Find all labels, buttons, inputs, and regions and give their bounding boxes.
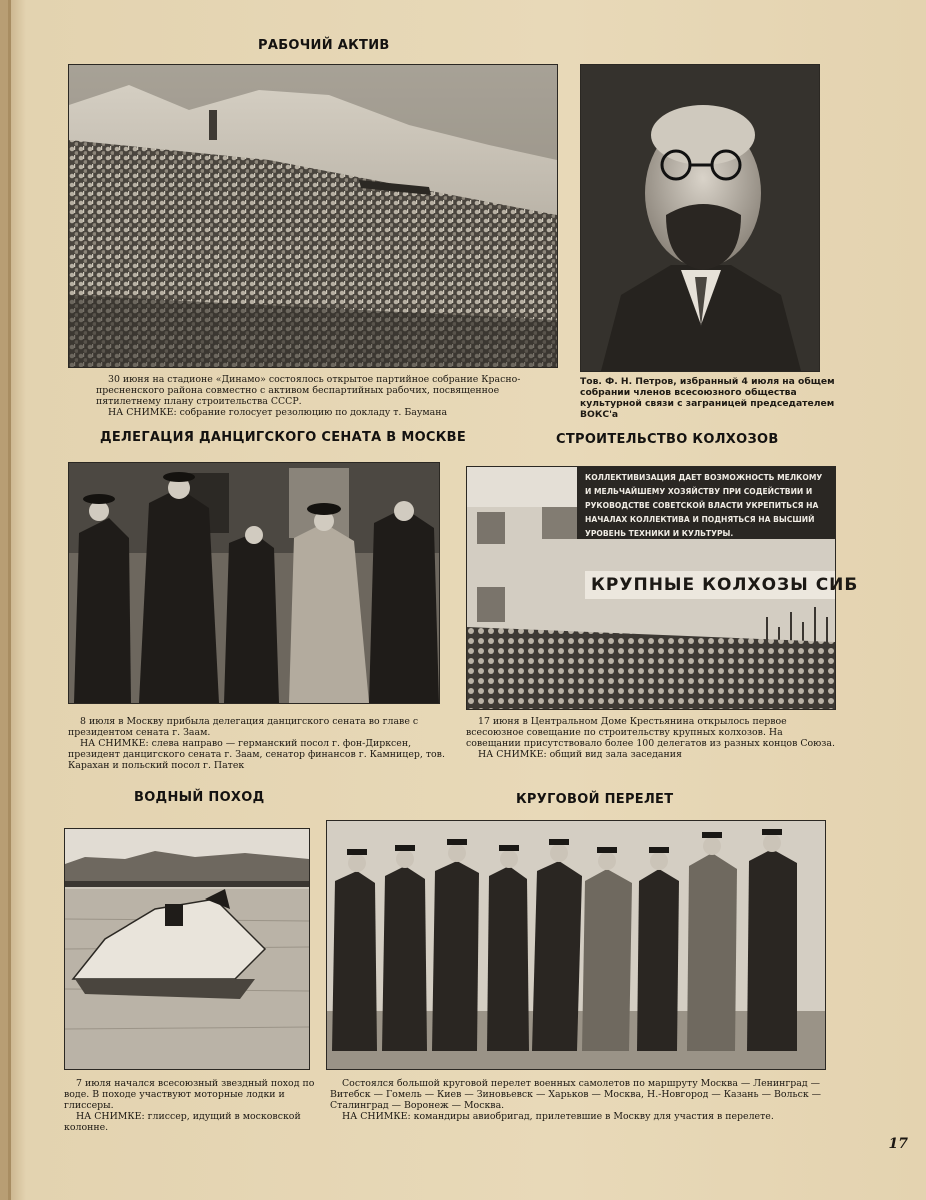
photo-glider-boat (64, 828, 310, 1070)
caption-water-trip-text: 7 июля начался всесоюзный звездный поход по воде. В походе участвуют моторные лодки и глиссеры. (64, 1078, 315, 1111)
caption-water-trip (64, 1078, 316, 1133)
heading-circular-flight: КРУГОВОЙ ПЕРЕЛЕТ (516, 792, 674, 807)
caption-circular-flight-photo: НА СНИМКЕ: командиры авиобригад, прилетевшие в Москву для участия в перелете. (342, 1111, 774, 1122)
caption-kolkhoz (466, 716, 838, 760)
caption-danzig-text: 8 июля в Москву прибыла делегация данцигского сената во главе с президентом сената г. Заам. (68, 716, 419, 738)
kolkhoz-banner-wall: КРУПНЫЕ КОЛХОЗЫ СИБ (591, 575, 859, 595)
photo-aviation-commanders (326, 820, 826, 1070)
page-edge (0, 0, 8, 1200)
caption-water-trip-photo: НА СНИМКЕ: глиссер, идущий в московской колонне. (64, 1111, 301, 1133)
caption-workers-activ (96, 374, 566, 418)
heading-kolkhoz-building: СТРОИТЕЛЬСТВО КОЛХОЗОВ (556, 432, 779, 447)
caption-circular-flight-text: Состоялся большой круговой перелет военных самолетов по маршруту Москва — Ленинград — Витебск — Гомель — Киев — Зиновьевск — Харьков — Москва, Н.-Новгород — Казань — Вольск — Сталинград — Воронеж — Москва. (330, 1078, 822, 1111)
heading-workers-activ: РАБОЧИЙ АКТИВ (258, 38, 390, 53)
caption-petrov (580, 376, 842, 420)
caption-workers-activ-photo: НА СНИМКЕ: собрание голосует резолюцию по докладу т. Баумана (108, 407, 448, 418)
photo-stadium-meeting (68, 64, 558, 368)
heading-water-trip: ВОДНЫЙ ПОХОД (134, 790, 265, 805)
caption-kolkhoz-photo: НА СНИМКЕ: общий вид зала заседания (478, 749, 682, 760)
caption-petrov-text: Тов. Ф. Н. Петров, избранный 4 июля на общем собрании членов всесоюзного общества культурной связи с заграницей председателем ВОКС'а (580, 376, 835, 420)
heading-danzig-delegation: ДЕЛЕГАЦИЯ ДАНЦИГСКОГО СЕНАТА В МОСКВЕ (100, 430, 467, 445)
binding-spine (8, 0, 11, 1200)
photo-kolkhoz-hall (466, 466, 859, 710)
caption-danzig-photo: НА СНИМКЕ: слева направо — германский посол г. фон-Дирксен, президент данцигского сената г. Заам, сенатор финансов г. Камницер, тов. Карахан и польский посол г. Патек (68, 738, 445, 771)
page-number: 17 (888, 1136, 908, 1152)
photo-danzig-delegation (68, 462, 440, 704)
caption-kolkhoz-text: 17 июня в Центральном Доме Крестьянина открылось первое всесоюзное совещание по строительству крупных колхозов. На совещании присутствовало более 100 делегатов из разных концов Союза. (466, 716, 835, 749)
kolkhoz-banner-slogan: КОЛЛЕКТИВИЗАЦИЯ ДАЕТ ВОЗМОЖНОСТЬ МЕЛКОМУ И МЕЛЬЧАЙШЕМУ ХОЗЯЙСТВУ ПРИ СОДЕЙСТВИИ И РУКОВОДСТВЕ СОВЕТСКОЙ ВЛАСТИ УКРЕПИТЬСЯ НА НАЧАЛАХ КОЛЛЕКТИВА И ПОДНЯТЬСЯ НА ВЫСШИЙ УРОВЕНЬ ТЕХНИКИ И КУЛЬТУРЫ. (585, 473, 823, 538)
caption-workers-activ-text: 30 июня на стадионе «Динамо» состоялось открытое партийное собрание Красно-пресненского района совместно с активом беспартийных рабочих, посвященное пятилетнему плану строительства СССР. (96, 374, 521, 407)
photo-petrov-portrait (580, 64, 820, 372)
caption-circular-flight (330, 1078, 832, 1122)
caption-danzig (68, 716, 448, 771)
